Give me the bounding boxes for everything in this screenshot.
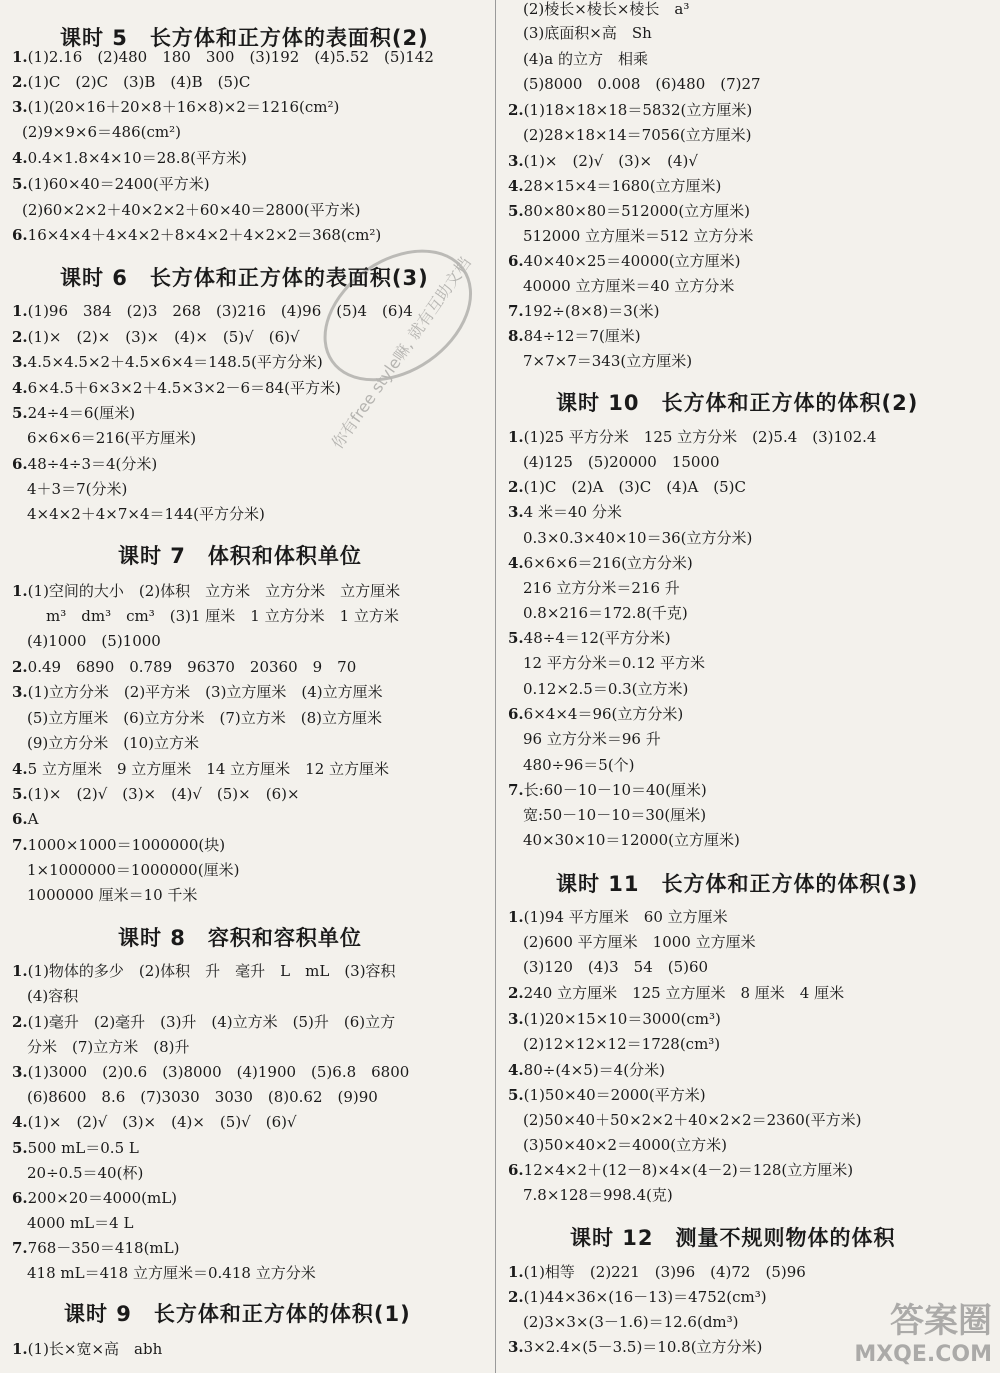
question-number: 2. bbox=[508, 478, 524, 496]
answer-text: 24÷4＝6(厘米) bbox=[27, 404, 136, 422]
answer-line bbox=[12, 962, 396, 980]
answer-text: (1)25 平方分米 125 立方分米 (2)5.4 (3)102.4 bbox=[523, 428, 877, 446]
answer-text: 418 mL＝418 立方厘米＝0.418 立方分米 bbox=[27, 1264, 316, 1282]
answer-line bbox=[523, 958, 708, 976]
answer-line bbox=[508, 428, 876, 446]
section-heading: 课时 6 长方体和正方体的表面积(3) bbox=[60, 266, 429, 290]
question-number: 5. bbox=[12, 175, 28, 193]
answer-text: (1)× (2)× (3)× (4)× (5)√ (6)√ bbox=[27, 328, 300, 346]
answer-text: 0.8×216＝172.8(千克) bbox=[523, 604, 688, 622]
question-number: 1. bbox=[12, 962, 28, 980]
answer-text: 6×6×6＝216(立方分米) bbox=[523, 554, 693, 572]
section-heading: 课时 7 体积和体积单位 bbox=[118, 544, 362, 568]
answer-text: 1000000 厘米＝10 千米 bbox=[27, 886, 198, 904]
answer-line bbox=[508, 1338, 762, 1356]
answer-line bbox=[508, 202, 750, 220]
answer-line bbox=[22, 201, 361, 219]
question-number: 3. bbox=[508, 152, 524, 170]
question-number: 5. bbox=[508, 202, 524, 220]
answer-line bbox=[27, 632, 161, 650]
answer-line bbox=[523, 831, 740, 849]
answer-text: 宽:50－10－10＝30(厘米) bbox=[523, 806, 707, 824]
answer-text: (5)立方厘米 (6)立方分米 (7)立方米 (8)立方厘米 bbox=[27, 709, 382, 727]
question-number: 1. bbox=[508, 1263, 524, 1281]
answer-line bbox=[12, 149, 247, 167]
question-number: 3. bbox=[508, 1338, 524, 1356]
answer-text: (1)物体的多少 (2)体积 升 毫升 L mL (3)容积 bbox=[27, 962, 396, 980]
answer-line bbox=[12, 73, 250, 91]
answer-text: (1)50×40＝2000(平方米) bbox=[523, 1086, 706, 1104]
watermark-text: 你有free style嘛, 就有互助文档 bbox=[327, 253, 475, 453]
answer-line bbox=[46, 607, 399, 625]
answer-line bbox=[508, 327, 641, 345]
answer-line bbox=[27, 861, 239, 879]
answer-line bbox=[508, 984, 844, 1002]
answer-line bbox=[12, 785, 300, 803]
answer-text: 80×80×80＝512000(立方厘米) bbox=[523, 202, 751, 220]
answer-line bbox=[523, 730, 661, 748]
question-number: 7. bbox=[508, 781, 524, 799]
answer-text: (2)棱长×棱长×棱长 a³ bbox=[523, 0, 690, 18]
question-number: 3. bbox=[508, 1010, 524, 1028]
answer-text: (1)44×36×(16－13)＝4752(cm³) bbox=[523, 1288, 767, 1306]
answer-line bbox=[12, 1340, 162, 1358]
question-number: 7. bbox=[12, 836, 28, 854]
answer-line bbox=[12, 658, 356, 676]
answer-line bbox=[12, 353, 323, 371]
answer-line bbox=[12, 404, 135, 422]
answer-text: (4)1000 (5)1000 bbox=[27, 632, 161, 650]
question-number: 6. bbox=[12, 455, 28, 473]
question-number: 6. bbox=[508, 705, 524, 723]
question-number: 2. bbox=[12, 1013, 28, 1031]
answer-line bbox=[523, 806, 706, 824]
answer-text: 16×4×4＋4×4×2＋8×4×2＋4×2×2＝368(cm²) bbox=[27, 226, 382, 244]
answer-text: (2)600 平方厘米 1000 立方厘米 bbox=[523, 933, 756, 951]
answer-text: (1)毫升 (2)毫升 (3)升 (4)立方米 (5)升 (6)立方 bbox=[27, 1013, 396, 1031]
answer-text: 40000 立方厘米＝40 立方分米 bbox=[523, 277, 735, 295]
answer-text: (3)底面积×高 Sh bbox=[523, 24, 652, 42]
question-number: 5. bbox=[12, 404, 28, 422]
question-number: 7. bbox=[12, 1239, 28, 1257]
answer-text: (1)C (2)A (3)C (4)A (5)C bbox=[523, 478, 747, 496]
answer-line bbox=[508, 1263, 806, 1281]
question-number: 3. bbox=[12, 98, 28, 116]
answer-text: (6)8600 8.6 (7)3030 3030 (8)0.62 (9)90 bbox=[27, 1088, 378, 1106]
answer-text: (1)相等 (2)221 (3)96 (4)72 (5)96 bbox=[523, 1263, 806, 1281]
answer-line bbox=[27, 1164, 143, 1182]
answer-line bbox=[508, 908, 728, 926]
answer-line bbox=[508, 629, 671, 647]
answer-text: (9)立方分米 (10)立方米 bbox=[27, 734, 200, 752]
answer-text: (4)125 (5)20000 15000 bbox=[523, 453, 720, 471]
question-number: 4. bbox=[12, 1113, 28, 1131]
question-number: 4. bbox=[508, 554, 524, 572]
answer-line bbox=[523, 0, 689, 18]
answer-line bbox=[523, 453, 720, 471]
answer-line bbox=[12, 582, 400, 600]
answer-line bbox=[508, 781, 707, 799]
stamp-title: 答案圈 bbox=[890, 1301, 992, 1341]
question-number: 4. bbox=[12, 149, 28, 167]
question-number: 6. bbox=[508, 1161, 524, 1179]
answer-text: 84÷12＝7(厘米) bbox=[523, 327, 641, 345]
answer-text: 48÷4＝12(平方分米) bbox=[523, 629, 671, 647]
answer-text: (1)长×宽×高 abh bbox=[27, 1340, 163, 1358]
answer-line bbox=[523, 227, 753, 245]
answer-text: 480÷96＝5(个) bbox=[523, 756, 635, 774]
answer-text: 4×4×2＋4×7×4＝144(平方分米) bbox=[27, 505, 265, 523]
column-divider bbox=[495, 0, 496, 1373]
answer-line bbox=[508, 503, 622, 521]
answer-line bbox=[27, 429, 196, 447]
answer-text: 96 立方分米＝96 升 bbox=[523, 730, 661, 748]
answer-text: 768－350＝418(mL) bbox=[27, 1239, 180, 1257]
answer-text: (1)2.16 (2)480 180 300 (3)192 (4)5.52 (5)142 bbox=[27, 48, 434, 66]
question-number: 2. bbox=[508, 101, 524, 119]
answer-line bbox=[12, 455, 157, 473]
answer-line bbox=[12, 1063, 409, 1081]
answer-text: 4＋3＝7(分米) bbox=[27, 480, 128, 498]
answer-line bbox=[12, 1113, 297, 1131]
answer-line bbox=[12, 1189, 177, 1207]
answer-text: 80÷(4×5)＝4(分米) bbox=[523, 1061, 665, 1079]
answer-text: 分米 (7)立方米 (8)升 bbox=[27, 1038, 190, 1056]
answer-line bbox=[523, 1186, 673, 1204]
answer-line bbox=[523, 1136, 727, 1154]
section-heading: 课时 10 长方体和正方体的体积(2) bbox=[556, 391, 919, 415]
answer-text: 12×4×2＋(12－8)×4×(4－2)＝128(立方厘米) bbox=[523, 1161, 854, 1179]
answer-text: 200×20＝4000(mL) bbox=[27, 1189, 178, 1207]
answer-line bbox=[12, 302, 413, 320]
answer-line bbox=[523, 654, 705, 672]
answer-text: (1)94 平方厘米 60 立方厘米 bbox=[523, 908, 728, 926]
answer-line bbox=[523, 529, 752, 547]
answer-line bbox=[523, 1111, 862, 1129]
answer-line bbox=[27, 505, 265, 523]
answer-text: (2)9×9×6＝486(cm²) bbox=[22, 123, 181, 141]
section-heading: 课时 12 测量不规则物体的体积 bbox=[570, 1226, 896, 1250]
section-heading: 课时 5 长方体和正方体的表面积(2) bbox=[60, 26, 429, 50]
question-number: 5. bbox=[508, 629, 524, 647]
answer-line bbox=[523, 24, 652, 42]
answer-line bbox=[508, 177, 721, 195]
answer-line bbox=[523, 579, 680, 597]
question-number: 3. bbox=[12, 683, 28, 701]
question-number: 6. bbox=[12, 226, 28, 244]
question-number: 8. bbox=[508, 327, 524, 345]
answer-line bbox=[523, 126, 752, 144]
answer-text: (1)96 384 (2)3 268 (3)216 (4)96 (5)4 (6)4 bbox=[27, 302, 413, 320]
question-number: 1. bbox=[12, 302, 28, 320]
question-number: 7. bbox=[508, 302, 524, 320]
question-number: 4. bbox=[12, 379, 28, 397]
answer-text: (3)120 (4)3 54 (5)60 bbox=[523, 958, 709, 976]
answer-line bbox=[508, 101, 752, 119]
question-number: 5. bbox=[12, 1139, 28, 1157]
answer-text: 192÷(8×8)＝3(米) bbox=[523, 302, 660, 320]
question-number: 3. bbox=[12, 353, 28, 371]
answer-line bbox=[508, 252, 741, 270]
answer-line bbox=[508, 302, 659, 320]
answer-line bbox=[22, 123, 181, 141]
question-number: 6. bbox=[12, 1189, 28, 1207]
question-number: 2. bbox=[508, 1288, 524, 1306]
answer-line bbox=[12, 683, 383, 701]
answer-text: (2)3×3×(3－1.6)＝12.6(dm³) bbox=[523, 1313, 739, 1331]
answer-line bbox=[27, 1214, 133, 1232]
answer-line bbox=[12, 1013, 395, 1031]
answer-line bbox=[508, 152, 698, 170]
answer-text: (2)28×18×14＝7056(立方厘米) bbox=[523, 126, 752, 144]
answer-text: 500 mL＝0.5 L bbox=[27, 1139, 139, 1157]
answer-text: (2)50×40＋50×2×2＋40×2×2＝2360(平方米) bbox=[523, 1111, 862, 1129]
question-number: 4. bbox=[12, 760, 28, 778]
answer-line bbox=[12, 98, 339, 116]
question-number: 2. bbox=[12, 328, 28, 346]
question-number: 2. bbox=[508, 984, 524, 1002]
answer-text: 216 立方分米＝216 升 bbox=[523, 579, 680, 597]
answer-text: 1×1000000＝1000000(厘米) bbox=[27, 861, 240, 879]
answer-text: A bbox=[27, 810, 39, 828]
question-number: 1. bbox=[12, 48, 28, 66]
answer-text: 长:60－10－10＝40(厘米) bbox=[523, 781, 707, 799]
answer-line bbox=[12, 1139, 139, 1157]
answer-line bbox=[523, 1035, 720, 1053]
answer-text: 28×15×4＝1680(立方厘米) bbox=[523, 177, 722, 195]
answer-line bbox=[508, 1086, 706, 1104]
answer-line bbox=[12, 328, 300, 346]
answer-text: (4)a 的立方 相乘 bbox=[523, 50, 648, 68]
answer-text: 4000 mL＝4 L bbox=[27, 1214, 134, 1232]
answer-line bbox=[523, 50, 648, 68]
question-number: 1. bbox=[12, 1340, 28, 1358]
question-number: 5. bbox=[12, 785, 28, 803]
answer-text: (1)C (2)C (3)B (4)B (5)C bbox=[27, 73, 251, 91]
answer-text: (4)容积 bbox=[27, 987, 79, 1005]
answer-line bbox=[523, 604, 688, 622]
answer-line bbox=[508, 1010, 721, 1028]
question-number: 3. bbox=[508, 503, 524, 521]
answer-line bbox=[523, 933, 756, 951]
answer-text: (1)18×18×18＝5832(立方厘米) bbox=[523, 101, 753, 119]
answer-text: 512000 立方厘米＝512 立方分米 bbox=[523, 227, 754, 245]
answer-line bbox=[27, 1264, 316, 1282]
question-number: 3. bbox=[12, 1063, 28, 1081]
answer-line bbox=[523, 680, 688, 698]
answer-line bbox=[12, 226, 381, 244]
question-number: 2. bbox=[12, 73, 28, 91]
answer-line bbox=[12, 48, 434, 66]
answer-text: 4 米＝40 分米 bbox=[523, 503, 622, 521]
answer-line bbox=[12, 810, 39, 828]
stamp-url: MXQE.COM bbox=[854, 1342, 992, 1367]
answer-line bbox=[27, 1088, 378, 1106]
answer-text: (2)60×2×2＋40×2×2＋60×40＝2800(平方米) bbox=[22, 201, 361, 219]
answer-text: 3×2.4×(5－3.5)＝10.8(立方分米) bbox=[523, 1338, 763, 1356]
answer-line bbox=[508, 1288, 767, 1306]
answer-line bbox=[523, 75, 761, 93]
answer-text: 6×4×4＝96(立方分米) bbox=[523, 705, 684, 723]
answer-text: 40×40×25＝40000(立方厘米) bbox=[523, 252, 741, 270]
answer-line bbox=[523, 1313, 739, 1331]
answer-text: 48÷4÷3＝4(分米) bbox=[27, 455, 158, 473]
question-number: 1. bbox=[508, 428, 524, 446]
answer-text: (1)× (2)√ (3)× (4)√ (5)× (6)× bbox=[27, 785, 300, 803]
question-number: 5. bbox=[508, 1086, 524, 1104]
answer-text: 20÷0.5＝40(杯) bbox=[27, 1164, 144, 1182]
answer-text: (1)× (2)√ (3)× (4)× (5)√ (6)√ bbox=[27, 1113, 297, 1131]
question-number: 4. bbox=[508, 1061, 524, 1079]
question-number: 6. bbox=[12, 810, 28, 828]
answer-line bbox=[523, 352, 692, 370]
answer-text: (5)8000 0.008 (6)480 (7)27 bbox=[523, 75, 761, 93]
answer-text: 1000×1000＝1000000(块) bbox=[27, 836, 226, 854]
section-heading: 课时 8 容积和容积单位 bbox=[118, 926, 362, 950]
section-heading: 课时 11 长方体和正方体的体积(3) bbox=[556, 872, 919, 896]
answer-line bbox=[12, 836, 225, 854]
answer-text: (1)20×15×10＝3000(cm³) bbox=[523, 1010, 721, 1028]
answer-line bbox=[12, 379, 341, 397]
answer-line bbox=[27, 1038, 190, 1056]
answer-text: 40×30×10＝12000(立方厘米) bbox=[523, 831, 740, 849]
answer-text: 6×4.5＋6×3×2＋4.5×3×2－6＝84(平方米) bbox=[27, 379, 341, 397]
answer-text: 7×7×7＝343(立方厘米) bbox=[523, 352, 693, 370]
answer-line bbox=[12, 760, 389, 778]
answer-line bbox=[27, 987, 78, 1005]
answer-line bbox=[12, 175, 210, 193]
answer-text: (1)60×40＝2400(平方米) bbox=[27, 175, 210, 193]
answer-text: (1)3000 (2)0.6 (3)8000 (4)1900 (5)6.8 6800 bbox=[27, 1063, 410, 1081]
question-number: 1. bbox=[508, 908, 524, 926]
answer-text: 5 立方厘米 9 立方厘米 14 立方厘米 12 立方厘米 bbox=[27, 760, 390, 778]
question-number: 6. bbox=[508, 252, 524, 270]
answer-text: m³ dm³ cm³ (3)1 厘米 1 立方分米 1 立方米 bbox=[46, 607, 399, 625]
answer-line bbox=[508, 1161, 853, 1179]
answer-text: 4.5×4.5×2＋4.5×6×4＝148.5(平方分米) bbox=[27, 353, 323, 371]
answer-text: 240 立方厘米 125 立方厘米 8 厘米 4 厘米 bbox=[523, 984, 845, 1002]
answer-line bbox=[523, 756, 635, 774]
answer-line bbox=[12, 1239, 179, 1257]
answer-line bbox=[27, 709, 382, 727]
answer-line bbox=[27, 734, 199, 752]
answer-line bbox=[523, 277, 734, 295]
answer-line bbox=[27, 480, 127, 498]
answer-text: 0.4×1.8×4×10＝28.8(平方米) bbox=[27, 149, 247, 167]
answer-text: 7.8×128＝998.4(克) bbox=[523, 1186, 673, 1204]
answer-line bbox=[508, 1061, 665, 1079]
answer-line bbox=[508, 554, 693, 572]
answer-text: 6×6×6＝216(平方厘米) bbox=[27, 429, 197, 447]
answer-text: (1)立方分米 (2)平方米 (3)立方厘米 (4)立方厘米 bbox=[27, 683, 383, 701]
question-number: 2. bbox=[12, 658, 28, 676]
answer-text: (1)(20×16＋20×8＋16×8)×2＝1216(cm²) bbox=[27, 98, 340, 116]
answer-line bbox=[508, 478, 746, 496]
answer-text: 12 平方分米＝0.12 平方米 bbox=[523, 654, 706, 672]
answer-text: (3)50×40×2＝4000(立方米) bbox=[523, 1136, 727, 1154]
answer-text: 0.49 6890 0.789 96370 20360 9 70 bbox=[27, 658, 357, 676]
answer-text: 0.3×0.3×40×10＝36(立方分米) bbox=[523, 529, 753, 547]
answer-text: (1)× (2)√ (3)× (4)√ bbox=[523, 152, 698, 170]
answer-text: 0.12×2.5＝0.3(立方米) bbox=[523, 680, 689, 698]
answer-line bbox=[508, 705, 683, 723]
section-heading: 课时 9 长方体和正方体的体积(1) bbox=[64, 1302, 411, 1326]
answer-text: (2)12×12×12＝1728(cm³) bbox=[523, 1035, 721, 1053]
question-number: 1. bbox=[12, 582, 28, 600]
stamp-logo bbox=[732, 1293, 992, 1367]
question-number: 4. bbox=[508, 177, 524, 195]
answer-line bbox=[27, 886, 197, 904]
answer-text: (1)空间的大小 (2)体积 立方米 立方分米 立方厘米 bbox=[27, 582, 401, 600]
